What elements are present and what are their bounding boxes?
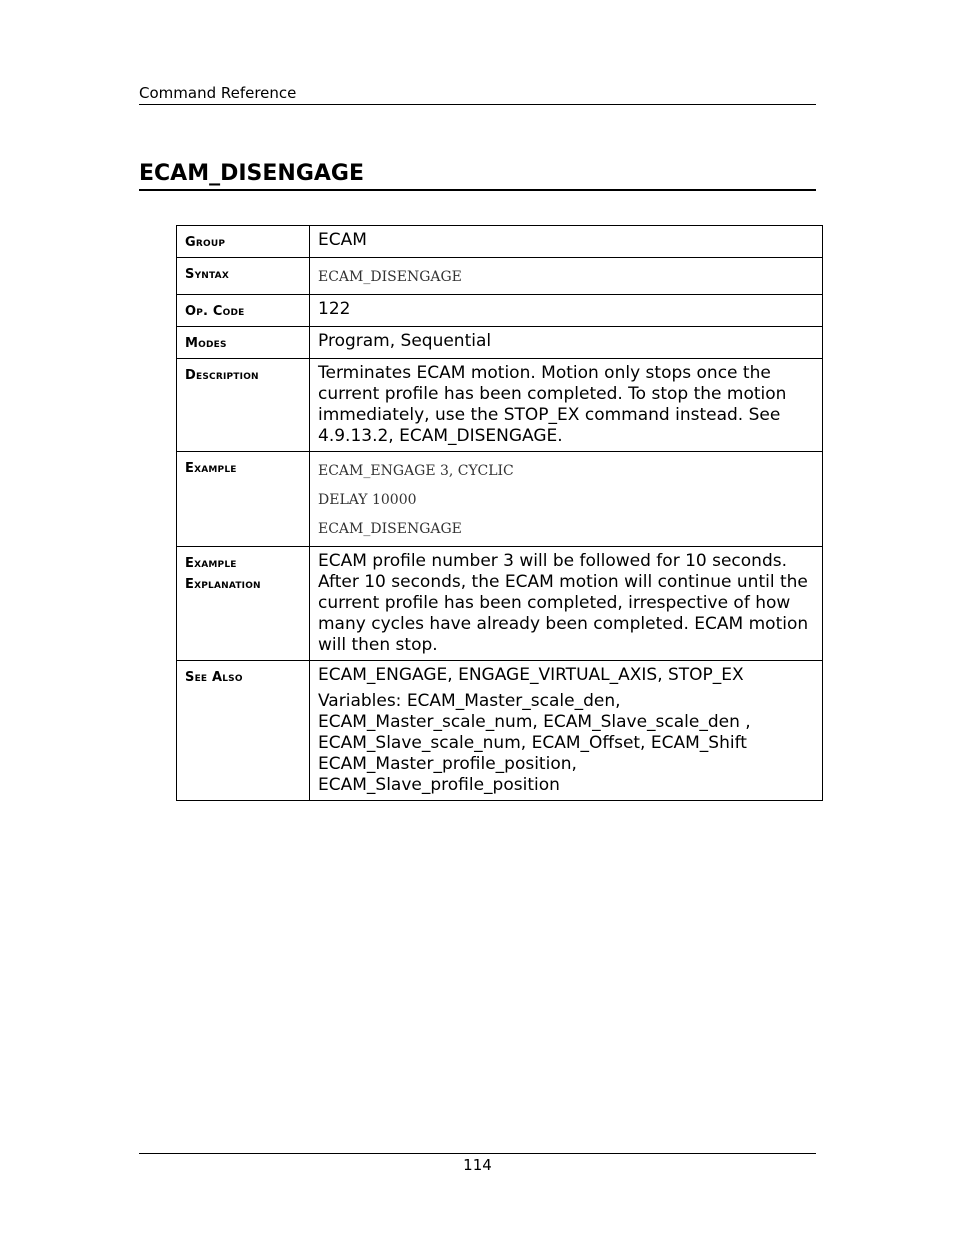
row-value bbox=[310, 327, 823, 359]
table-row-see-also bbox=[177, 661, 823, 801]
row-key: Group bbox=[177, 226, 310, 258]
running-header: Command Reference bbox=[139, 84, 816, 105]
value-text: ECAM profile number 3 will be followed for 10 seconds. After 10 seconds, the ECAM motion will continue until the current profile has been completed, irrespective of how many cycles have already been completed. ECAM motion will then stop. bbox=[318, 551, 809, 655]
table-row-example bbox=[177, 452, 823, 547]
table-row-syntax bbox=[177, 258, 823, 295]
row-value bbox=[310, 547, 823, 661]
code-line: ECAM_DISENGAGE bbox=[318, 269, 462, 285]
row-key: See Also bbox=[177, 661, 310, 801]
value-text: ECAM bbox=[318, 230, 367, 250]
row-key: Example bbox=[177, 452, 310, 547]
row-value bbox=[310, 661, 823, 801]
row-key: Description bbox=[177, 359, 310, 452]
row-value bbox=[310, 295, 823, 327]
command-table bbox=[176, 225, 823, 801]
table-row-opcode bbox=[177, 295, 823, 327]
row-value bbox=[310, 359, 823, 452]
row-key: Syntax bbox=[177, 258, 310, 295]
code-line: DELAY 10000 bbox=[318, 492, 417, 508]
section-title: ECAM_DISENGAGE bbox=[139, 160, 816, 191]
table-row-description bbox=[177, 359, 823, 452]
footer-rule bbox=[139, 1153, 816, 1154]
row-value bbox=[310, 258, 823, 295]
table-row-example-explanation bbox=[177, 547, 823, 661]
row-value bbox=[310, 452, 823, 547]
value-text: ECAM_ENGAGE, ENGAGE_VIRTUAL_AXIS, STOP_EX bbox=[318, 665, 744, 685]
row-key: Example Explanation bbox=[177, 547, 310, 661]
table-row-modes bbox=[177, 327, 823, 359]
row-value bbox=[310, 226, 823, 258]
code-line: ECAM_DISENGAGE bbox=[318, 521, 462, 537]
row-key: Modes bbox=[177, 327, 310, 359]
table-row-group bbox=[177, 226, 823, 258]
value-text: 122 bbox=[318, 299, 351, 319]
value-text: Program, Sequential bbox=[318, 331, 492, 351]
code-line: ECAM_ENGAGE 3, CYCLIC bbox=[318, 463, 514, 479]
value-text: Terminates ECAM motion. Motion only stops once the current profile has been completed. To stop the motion immediately, use the STOP_EX command instead. See 4.9.13.2, ECAM_DISENGAGE. bbox=[318, 363, 787, 446]
value-text: Variables: ECAM_Master_scale_den, ECAM_Master_scale_num, ECAM_Slave_scale_den , ECAM_Slave_scale_num, ECAM_Offset, ECAM_Shift ECAM_Master_profile_position, ECAM_Slave_profile_position bbox=[318, 691, 751, 795]
page-number: 114 bbox=[463, 1156, 492, 1174]
row-key: Op. Code bbox=[177, 295, 310, 327]
